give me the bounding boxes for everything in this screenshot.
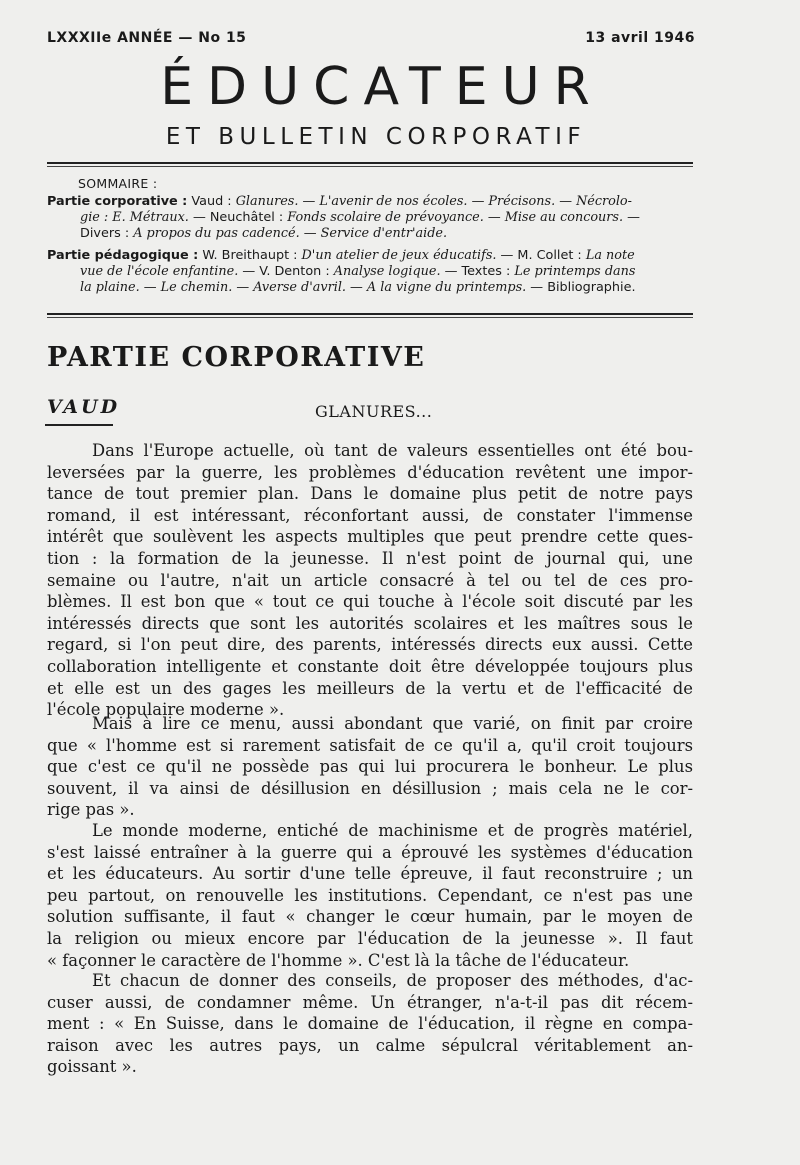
summary-item: V. Denton :: [259, 264, 330, 279]
summary-corporative: [47, 194, 693, 242]
text-line: peu partout, on renouvelle les institutions. Cependant, ce n'est pas une: [47, 885, 693, 905]
summary-item: Analyse logique. —: [333, 264, 458, 279]
summary-item: Vaud :: [191, 194, 232, 209]
divider-bottom: [47, 313, 693, 315]
text-line: romand, il est intéressant, réconfortant aussi, de constater l'immense: [47, 505, 693, 525]
text-line: blèmes. Il est bon que « tout ce qui touche à l'école soit discuté par les: [47, 592, 693, 612]
summary-item: A propos du pas cadencé. — Service d'entr'aide.: [133, 226, 448, 241]
sommaire-label: SOMMAIRE :: [78, 176, 158, 191]
divider-top-thin: [47, 166, 693, 167]
text-line: que « l'homme est si rarement satisfait de ce qu'il a, qu'il croit toujours: [47, 735, 693, 755]
section-heading: PARTIE CORPORATIVE: [47, 342, 426, 373]
text-line: souvent, il va ainsi de désillusion en désillusion ; mais cela ne le cor-: [47, 778, 693, 798]
text-line: tance de tout premier plan. Dans le domaine plus petit de notre pays: [47, 484, 693, 504]
text-line: cuser aussi, de condamner même. Un étranger, n'a-t-il pas dit récem-: [47, 992, 693, 1012]
text-line: tion : la formation de la jeunesse. Il n'est point de journal qui, une: [47, 548, 693, 568]
summary-item: Glanures. — L'avenir de nos écoles. — Précisons. — Nécrolo-: [235, 194, 632, 209]
summary-item: Bibliographie.: [547, 280, 636, 295]
canton-heading: VAUD: [47, 396, 121, 418]
text-line: et les éducateurs. Au sortir d'une telle épreuve, il faut reconstruire ; un: [47, 864, 693, 884]
summary-item: D'un atelier de jeux éducatifs. —: [301, 248, 514, 263]
divider-top: [47, 162, 693, 164]
summary-item: Divers :: [80, 226, 130, 241]
text-line: regard, si l'on peut dire, des parents, intéressés directs eux aussi. Cette: [47, 635, 693, 655]
text-line: goissant ».: [47, 1057, 137, 1077]
article-paragraph-3: [47, 820, 693, 971]
text-line: que c'est ce qu'il ne possède pas qui lui procurera le bonheur. Le plus: [47, 757, 693, 777]
masthead-title: ÉDUCATEUR: [160, 57, 604, 117]
article-paragraph-4: [47, 970, 693, 1078]
summary-item: W. Breithaupt :: [202, 248, 298, 263]
text-line: Et chacun de donner des conseils, de proposer des méthodes, d'ac-: [92, 971, 693, 990]
text-line: intéressés directs que sont les autorités scolaires et les maîtres sous le: [47, 613, 693, 633]
text-line: l'école populaire moderne ».: [47, 700, 285, 720]
article-paragraph-1: [47, 440, 693, 721]
summary-item: M. Collet :: [517, 248, 582, 263]
text-line: semaine ou l'autre, n'ait un article consacré à tel ou tel de ces pro-: [47, 570, 693, 590]
issue-number: LXXXIIe ANNÉE — No 15: [47, 30, 247, 46]
summary-item: la plaine. — Le chemin. — Averse d'avril. — A la vigne du printemps. —: [80, 280, 544, 295]
summary-item: vue de l'école enfantine. —: [80, 264, 256, 279]
summary-corporative-heading: Partie corporative :: [47, 194, 188, 209]
text-line: collaboration intelligente et constante doit être développée toujours plus: [47, 656, 693, 676]
text-line: solution suffisante, il faut « changer le cœur humain, par le moyen de: [47, 907, 693, 927]
text-line: Dans l'Europe actuelle, où tant de valeurs essentielles ont été bou-: [92, 441, 693, 460]
text-line: Mais à lire ce menu, aussi abondant que varié, on finit par croire: [92, 714, 693, 733]
issue-header: [47, 30, 695, 52]
masthead-subtitle: ET BULLETIN CORPORATIF: [165, 124, 587, 150]
text-line: rige pas ».: [47, 800, 135, 820]
text-line: leversées par la guerre, les problèmes d'éducation revêtent une impor-: [47, 462, 693, 482]
issue-date: 13 avril 1946: [585, 30, 695, 46]
summary-item: gie : E. Métraux. —: [80, 210, 206, 225]
article-title: GLANURES...: [315, 402, 433, 421]
text-line: ment : « En Suisse, dans le domaine de l'éducation, il règne en compa-: [47, 1014, 693, 1034]
text-line: la religion ou mieux encore par l'éducation de la jeunesse ». Il faut: [47, 928, 693, 948]
summary-item: Neuchâtel :: [209, 210, 284, 225]
summary-item: Textes :: [461, 264, 511, 279]
article-paragraph-2: [47, 713, 693, 821]
summary-pedagogique-heading: Partie pédagogique :: [47, 248, 199, 263]
text-line: s'est laissé entraîner à la guerre qui a éprouvé les systèmes d'éducation: [47, 842, 693, 862]
summary-item: La note: [585, 248, 635, 263]
text-line: intérêt que soulèvent les aspects multiples que peut prendre cette ques-: [47, 527, 693, 547]
text-line: et elle est un des gages les meilleurs de la vertu et de l'efficacité de: [47, 678, 693, 698]
summary-pedagogique: [47, 248, 693, 296]
text-line: Le monde moderne, entiché de machinisme et de progrès matériel,: [92, 821, 693, 840]
summary-item: Le printemps dans: [514, 264, 636, 279]
text-line: « façonner le caractère de l'homme ». C'est là la tâche de l'éducateur.: [47, 950, 630, 970]
divider-bottom-thin: [47, 317, 693, 318]
summary-item: Fonds scolaire de prévoyance. — Mise au concours. —: [287, 210, 640, 225]
text-line: raison avec les autres pays, un calme sépulcral véritablement an-: [47, 1035, 693, 1055]
canton-underline: [45, 424, 113, 426]
